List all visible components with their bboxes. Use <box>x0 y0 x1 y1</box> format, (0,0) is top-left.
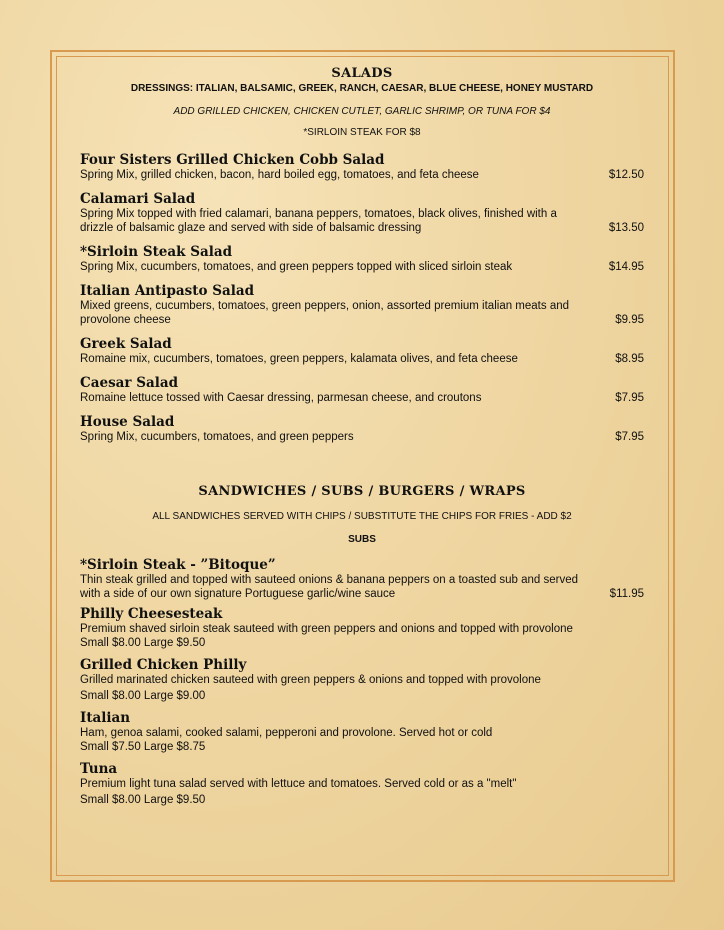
item-name: Italian Antipasto Salad <box>80 283 255 299</box>
menu-item <box>80 761 644 808</box>
item-description: Premium light tuna salad served with lettuce and tomatoes. Served cold or as a "melt" <box>80 778 517 790</box>
item-price: $12.50 <box>608 169 644 181</box>
menu-item <box>80 152 644 182</box>
item-price: $9.95 <box>615 314 644 326</box>
menu-item <box>80 710 644 755</box>
item-name: Calamari Salad <box>80 191 196 207</box>
item-name: Four Sisters Grilled Chicken Cobb Salad <box>80 152 385 168</box>
item-price: $7.95 <box>615 431 644 443</box>
item-description: Spring Mix, grilled chicken, bacon, hard boiled egg, tomatoes, and feta cheese $12.50 <box>80 169 644 181</box>
menu-page <box>80 66 644 808</box>
item-name: Caesar Salad <box>80 375 179 391</box>
item-description: Grilled marinated chicken sauteed with green peppers & onions and topped with provolone <box>80 674 541 686</box>
steak-note: *SIRLOIN STEAK FOR $8 <box>303 127 421 138</box>
menu-item <box>80 657 644 704</box>
item-sizes: Small $8.00 Large $9.50 <box>80 637 206 649</box>
item-name: Grilled Chicken Philly <box>80 657 247 673</box>
item-name: Italian <box>80 710 131 726</box>
item-description: Romaine mix, cucumbers, tomatoes, green peppers, kalamata olives, and feta cheese $8.95 <box>80 353 644 365</box>
item-name: House Salad <box>80 414 175 430</box>
item-name: Greek Salad <box>80 336 172 352</box>
item-sizes: Small $8.00 Large $9.00 <box>80 690 206 702</box>
item-description: Romaine lettuce tossed with Caesar dressing, parmesan cheese, and croutons $7.95 <box>80 392 644 404</box>
item-description: Ham, genoa salami, cooked salami, pepperoni and provolone. Served hot or cold <box>80 727 493 739</box>
dressings-note: DRESSINGS: ITALIAN, BALSAMIC, GREEK, RANCH, CAESAR, BLUE CHEESE, HONEY MUSTARD <box>130 83 594 94</box>
item-price: $13.50 <box>608 222 644 234</box>
item-name: Tuna <box>80 761 118 777</box>
menu-item <box>80 375 644 405</box>
salads-title: SALADS <box>331 66 393 81</box>
menu-item <box>80 191 644 235</box>
menu-item <box>80 336 644 366</box>
item-price: $8.95 <box>615 353 644 365</box>
item-description: Spring Mix topped with fried calamari, banana peppers, tomatoes, black olives, finished with a drizzle of balsamic glaze and served with side of balsamic dressing $13.50 <box>80 208 644 234</box>
item-price: $11.95 <box>609 588 644 600</box>
item-description: Mixed greens, cucumbers, tomatoes, green peppers, onion, assorted premium italian meats and provolone cheese $9.95 <box>80 300 644 326</box>
menu-item <box>80 606 644 651</box>
item-description: Thin steak grilled and topped with sauteed onions & banana peppers on a toasted sub and served with a side of our own signature Portuguese garlic/wine sauce $11.95 <box>80 574 644 600</box>
item-description: Spring Mix, cucumbers, tomatoes, and green peppers topped with sliced sirloin steak $14.95 <box>80 261 644 273</box>
item-sizes: Small $8.00 Large $9.50 <box>80 794 206 806</box>
item-name: Philly Cheesesteak <box>80 606 223 622</box>
menu-item <box>80 414 644 444</box>
item-price: $14.95 <box>608 261 644 273</box>
sandwiches-note: ALL SANDWICHES SERVED WITH CHIPS / SUBSTITUTE THE CHIPS FOR FRIES - ADD $2 <box>152 511 572 522</box>
add-protein-note: ADD GRILLED CHICKEN, CHICKEN CUTLET, GARLIC SHRIMP, OR TUNA FOR $4 <box>173 106 551 117</box>
item-name: *Sirloin Steak - ”Bitoque” <box>80 557 276 573</box>
menu-item <box>80 557 644 601</box>
item-sizes: Small $7.50 Large $8.75 <box>80 741 206 753</box>
item-name: *Sirloin Steak Salad <box>80 244 233 260</box>
subs-heading: SUBS <box>348 534 376 545</box>
sandwiches-title: SANDWICHES / SUBS / BURGERS / WRAPS <box>198 484 526 499</box>
item-price: $7.95 <box>615 392 644 404</box>
item-description: Premium shaved sirloin steak sauteed with green peppers and onions and topped with provolone <box>80 623 573 635</box>
menu-item <box>80 244 644 274</box>
menu-item <box>80 283 644 327</box>
item-description: Spring Mix, cucumbers, tomatoes, and green peppers $7.95 <box>80 431 644 443</box>
